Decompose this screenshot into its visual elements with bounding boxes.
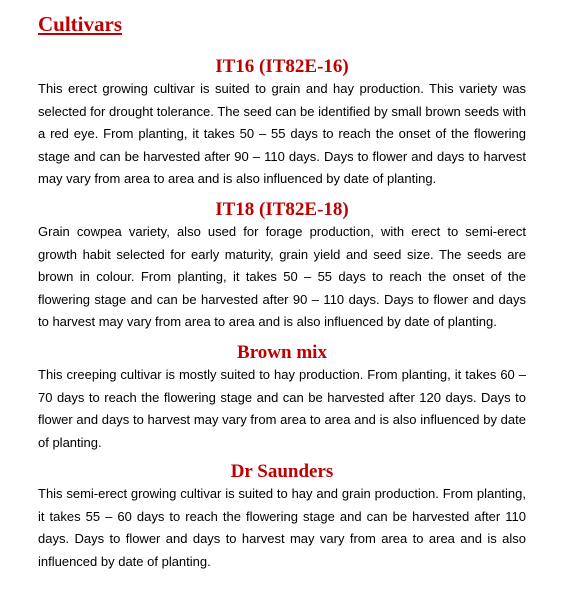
cultivar-section-brown-mix: [38, 342, 526, 454]
section-heading: IT18 (IT82E-18): [215, 199, 349, 220]
cultivar-section-it18: [38, 199, 526, 334]
section-heading: Brown mix: [237, 342, 327, 363]
cultivar-section-it16: [38, 56, 526, 191]
section-paragraph: This semi-erect growing cultivar is suited to hay and grain production. From planting, it takes 55 – 60 days to reach the flowering stage and can be harvested after 110 days. Days to flower and days to harvest may vary from area to area and is also influenced by date of planting.: [38, 486, 526, 569]
page-title: Cultivars: [38, 12, 122, 36]
section-heading: Dr Saunders: [230, 461, 334, 482]
section-paragraph: Grain cowpea variety, also used for forage production, with erect to semi-erect growth habit selected for early maturity, grain yield and seed size. The seeds are brown in colour. From planting, it takes 50 – 55 days to reach the onset of the flowering stage and can be harvested after 90 – 110 days. Days to flower and days to harvest may vary from area to area and is also influenced by date of planting.: [38, 224, 526, 329]
cultivar-section-dr-saunders: [38, 461, 526, 573]
section-paragraph: This creeping cultivar is mostly suited to hay production. From planting, it takes 60 – 70 days to reach the flowering stage and can be harvested after 120 days. Days to flower and days to harvest may vary from area to area and is also influenced by date of planting.: [38, 367, 526, 450]
section-paragraph: This erect growing cultivar is suited to grain and hay production. This variety was selected for drought tolerance. The seed can be identified by small brown seeds with a red eye. From planting, it takes 50 – 55 days to reach the onset of the flowering stage and can be harvested after 90 – 110 days. Days to flower and days to harvest may vary from area to area and is also influenced by date of planting.: [38, 81, 526, 186]
section-heading: IT16 (IT82E-16): [215, 56, 349, 77]
